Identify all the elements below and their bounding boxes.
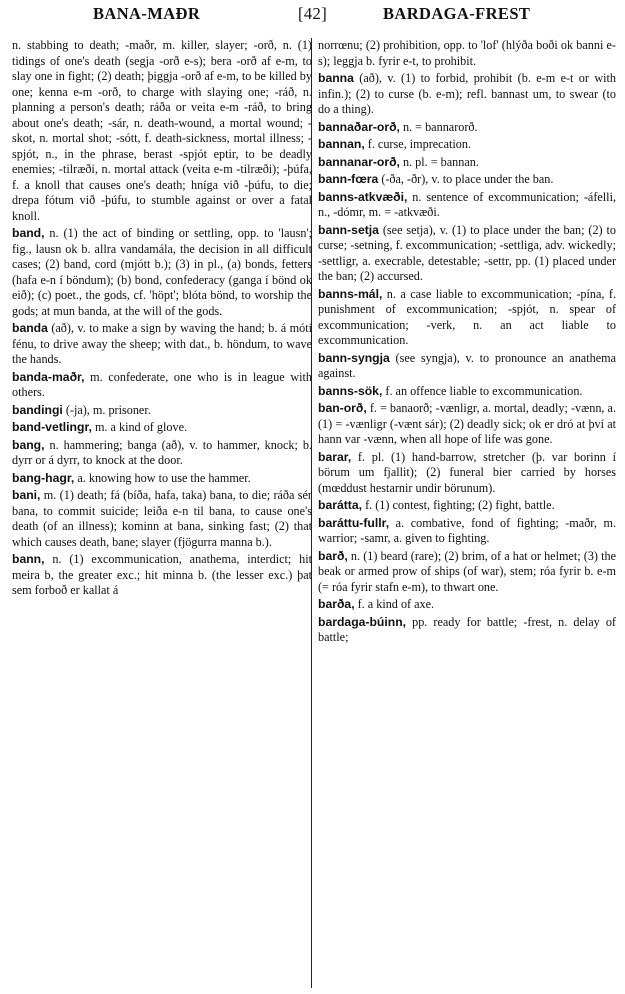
entry-definition: (see setja), v. (1) to place under the ban; (2) to curse; -setning, f. excommunication; -settliga, adv. wickedly; -settligr, a. execrable, detestable; -settr, pp. (1) placed under the ban; (2) accursed. xyxy=(318,222,616,283)
entry-headword: banda xyxy=(12,321,48,335)
entry-definition: n. pl. = bannan. xyxy=(399,154,479,169)
dictionary-entry xyxy=(12,420,312,436)
dictionary-entry xyxy=(318,615,616,646)
dictionary-entry xyxy=(318,516,616,547)
dictionary-entry xyxy=(12,552,312,599)
entry-headword: banns-sök, xyxy=(318,383,383,398)
page-number: [42] xyxy=(298,4,328,23)
left-column xyxy=(12,38,312,601)
dictionary-entry xyxy=(318,384,616,400)
entry-definition: (að), v. to make a sign by waving the hand; b. á móti fénu, to drive away the sheep; with dat., b. höndum, to wave the hands. xyxy=(12,321,312,366)
dictionary-entry xyxy=(318,549,616,596)
entry-definition: norrœnu; (2) prohibition, opp. to 'lof' (hlýða boði ok banni e-s); leggja b. fyrir e-t, to prohibit. xyxy=(318,38,616,68)
entry-headword: bann, xyxy=(12,552,45,566)
dictionary-entry xyxy=(318,223,616,285)
entry-headword: band-vetlingr, xyxy=(12,420,92,434)
entry-headword: barar, xyxy=(318,449,352,464)
entry-headword: bann-syngja xyxy=(318,350,390,365)
entry-definition: m. (1) death; fá (bíða, hafa, taka) bana, to die; ráða sér bana, to commit suicide; leiða e-n til bana, to cause one's death (of an illness); kominn at bana, sinking fast; (2) that which causes death, bane; slayer (fjögurra manna b.). xyxy=(12,488,312,549)
dictionary-entry xyxy=(318,401,616,448)
entry-definition: (að), v. (1) to forbid, prohibit (b. e-m e-t or with infin.); (2) to curse (b. e-m); refl. bannast um, to swear (to do a thing). xyxy=(318,71,616,116)
entry-headword: bann-setja xyxy=(318,222,379,237)
entry-headword: baráttu-fullr, xyxy=(318,515,390,530)
entry-headword: bann-fœra xyxy=(318,172,379,186)
dictionary-entry xyxy=(12,370,312,401)
dictionary-entry xyxy=(12,321,312,368)
entry-headword: bardaga-búinn, xyxy=(318,614,407,629)
entry-headword: band, xyxy=(12,226,45,240)
dictionary-entry xyxy=(12,403,312,419)
entry-headword: barátta, xyxy=(318,498,363,512)
entry-headword: bang-hagr, xyxy=(12,470,75,485)
entry-headword: barða, xyxy=(318,597,355,611)
entry-definition: f. = banaorð; -vænligr, a. mortal, deadly; -vænn, a. (1) = -vænligr (-vænt sár); (2) deadly sick; ok er dró at því at hann var -vænn, when all hope of life was gone. xyxy=(318,401,616,446)
entry-headword: banns-mál, xyxy=(318,286,383,301)
entry-headword: bandingi xyxy=(12,402,63,417)
dictionary-entry xyxy=(12,488,312,550)
entry-definition: n. (1) excommunication, anathema, interdict; hit meira b, the greater exc.; hit minna b. (the lesser exc.) þat sem forboð er kallat á xyxy=(12,552,312,597)
entry-definition: f. pl. (1) hand-barrow, stretcher (þ. var borinn í börum um fjallit); (2) funeral bier carried by horses (mœddust hestarnir undir börunum). xyxy=(318,449,616,495)
entry-definition: f. an offence liable to excommunication. xyxy=(382,383,583,398)
right-column xyxy=(318,38,616,648)
entry-headword: bang, xyxy=(12,437,45,452)
page-header xyxy=(0,4,625,30)
entry-definition: (-ja), m. prisoner. xyxy=(62,402,151,417)
entry-definition: a. combative, fond of fighting; -maðr, m. warrior; -samr, a. given to fighting. xyxy=(318,515,616,545)
entry-definition: pp. ready for battle; -frest, n. delay of battle; xyxy=(318,614,616,644)
entry-headword: bannanar-orð, xyxy=(318,154,400,169)
entry-definition: n. a case liable to excommunication; -pína, f. punishment of excommunication; -spjót, n. spear of excommunication; -verk, n. an act liable to excommunication. xyxy=(318,286,616,347)
entry-definition: n. (1) the act of binding or settling, opp. to 'lausn'; fig., lausn ok b. allra vandamála, the decision in all difficult cases; (2) band, cord (mjótt b.); (3) in pl., (a) bonds, fetters (hafa e-n í böndum); (b) bond, confederacy (ganga í bönd ok eið); (c) poet., the gods, cf. 'höpt'; blóta bönd, to worship the gods; at mun banda, at the will of the gods. xyxy=(12,226,312,318)
dictionary-entry xyxy=(12,226,312,319)
entry-definition: f. (1) contest, fighting; (2) fight, battle. xyxy=(362,498,555,512)
dictionary-entry xyxy=(318,172,616,188)
entry-headword: barð, xyxy=(318,548,348,563)
dictionary-entry xyxy=(318,498,616,514)
dictionary-entry xyxy=(318,597,616,613)
dictionary-entry xyxy=(12,471,312,487)
entry-definition: n. (1) beard (rare); (2) brim, of a hat or helmet; (3) the beak or armed prow of ships (of war), stem; róa fyrir b. e-m (= róa fyrir stafn e-m), to thwart one. xyxy=(318,548,616,594)
dictionary-entry xyxy=(318,287,616,349)
dictionary-entry xyxy=(12,38,312,224)
dictionary-entry xyxy=(318,71,616,118)
dictionary-entry xyxy=(318,38,616,69)
entry-definition: m. confederate, one who is in league with others. xyxy=(12,369,312,399)
entry-definition: f. a kind of axe. xyxy=(354,597,435,611)
dictionary-entry xyxy=(318,120,616,136)
entry-headword: ban-orð, xyxy=(318,401,367,415)
entry-headword: bannaðar-orð, xyxy=(318,119,400,134)
entry-headword: banns-atkvæði, xyxy=(318,189,408,204)
dictionary-entry xyxy=(318,351,616,382)
dictionary-entry xyxy=(12,438,312,469)
entry-headword: banda-maðr, xyxy=(12,369,85,384)
entry-definition: f. curse, imprecation. xyxy=(364,137,471,151)
entry-headword: bannan, xyxy=(318,137,365,151)
entry-definition: (see syngja), v. to pronounce an anathema against. xyxy=(318,350,616,380)
entry-definition: n. sentence of excommunication; -áfelli, n., -dómr, m. = -atkvæði. xyxy=(318,189,616,219)
entry-definition: (-ða, -ðr), v. to place under the ban. xyxy=(378,172,554,186)
entry-headword: banna xyxy=(318,71,354,85)
dictionary-entry xyxy=(318,190,616,221)
dictionary-entry xyxy=(318,155,616,171)
entry-definition: n. hammering; banga (að), v. to hammer, knock; b. dyrr or á dyrr, to knock at the door. xyxy=(12,437,312,467)
dictionary-entry xyxy=(318,137,616,153)
dictionary-entry xyxy=(318,450,616,497)
entry-headword: bani, xyxy=(12,488,41,502)
entry-definition: n. = bannarorð. xyxy=(399,119,478,134)
entry-definition: m. a kind of glove. xyxy=(91,420,188,434)
entry-definition: n. stabbing to death; -maðr, m. killer, slayer; -orð, n. (1) tidings of one's death (segja -orð e-s); bera -orð af e-m, to slay one in fight; (2) death; þiggja -orð af e-m, to be killed by one; kenna e-m -orð, to charge with slaying one; -ráð, n. planning a person's death; ráða or veita e-m -ráð, to bring about one's death; -sár, n. death-wound, a mortal wound; -skot, n. mortal shot; -sótt, f. death-sickness, mortal illness; -spjót, n., in the phrase, berast -spjót eptir, to be deadly enemies; -tilræði, n. mortal attack (veita e-m -tilræði); -þúfa, f. a knoll that causes one's death; hníga við -þúfu, to die; drepa fótum við -þúfu, to stumble against or over a fatal knoll. xyxy=(12,38,312,223)
entry-definition: a. knowing how to use the hammer. xyxy=(74,470,251,485)
running-head-right: BARDAGA-FREST xyxy=(383,4,531,23)
running-head-left: BANA-MAÐR xyxy=(93,4,201,23)
